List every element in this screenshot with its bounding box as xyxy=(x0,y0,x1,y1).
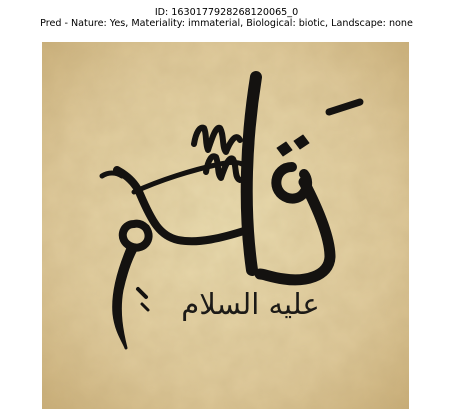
prediction-title: Pred - Nature: Yes, Materiality: immaterial, Biological: biotic, Landscape: none xyxy=(40,18,413,29)
parchment-artwork xyxy=(42,42,409,409)
parchment-grain xyxy=(42,42,409,409)
calligraphy-image xyxy=(42,42,409,409)
blessing-text: عليه السلام xyxy=(181,287,320,321)
figure-id-title: ID: 1630177928268120065_0 xyxy=(154,7,299,18)
